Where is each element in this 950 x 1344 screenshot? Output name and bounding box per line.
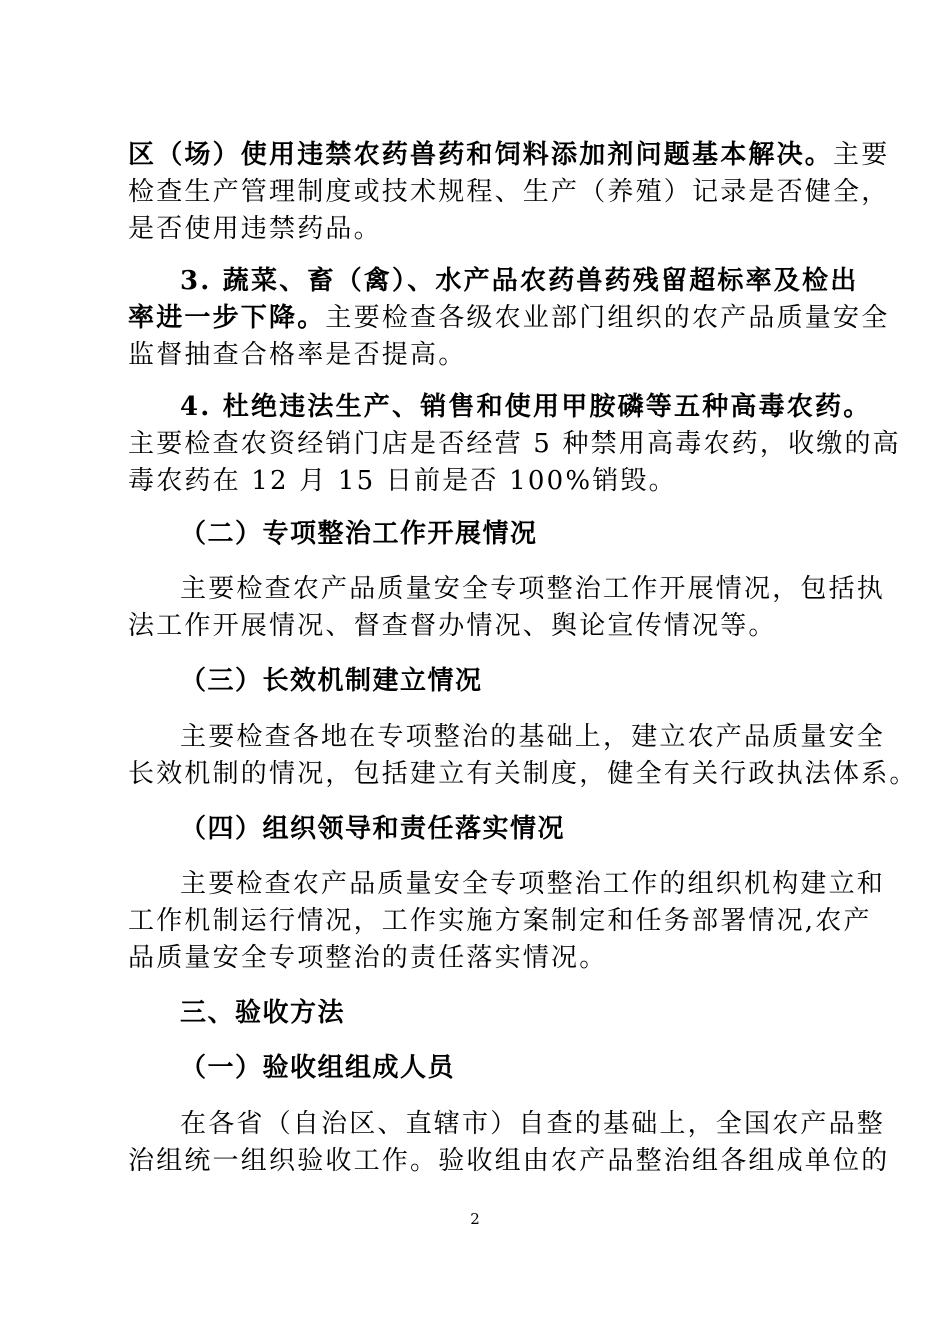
paragraph-line: 是否使用违禁药品。 (128, 214, 382, 244)
subsection-heading: （四）组织领导和责任落实情况 (180, 814, 566, 844)
bold-lead-text: 区（场）使用违禁农药兽药和饲料添加剂问题基本解决。 (128, 140, 834, 170)
body-text: 主要 (833, 140, 890, 170)
paragraph-line: 检查生产管理制度或技术规程、生产（养殖）记录是否健全， (128, 177, 890, 207)
subsection-heading: （一）验收组组成人员 (180, 1053, 456, 1083)
paragraph-line: 治组统一组织验收工作。验收组由农产品整治组各组成单位的 (128, 1146, 890, 1176)
subsection-heading: （三）长效机制建立情况 (180, 666, 483, 696)
paragraph-line: 工作机制运行情况，工作实施方案制定和任务部署情况,农产 (128, 906, 872, 936)
paragraph-line: 主要检查农产品质量安全专项整治工作的组织机构建立和 (180, 869, 886, 899)
paragraph-bold-lead: 4. 杜绝违法生产、销售和使用甲胺磷等五种高毒农药。 (180, 392, 872, 422)
subsection-heading: （二）专项整治工作开展情况 (180, 519, 538, 549)
paragraph-line: 品质量安全专项整治的责任落实情况。 (128, 943, 608, 973)
paragraph-bold-lead: 3. 蔬菜、畜（禽）、水产品农药兽药残留超标率及检出 (180, 266, 859, 296)
section-heading: 三、验收方法 (180, 998, 346, 1028)
paragraph-line: 法工作开展情况、督查督办情况、舆论宣传情况等。 (128, 611, 777, 641)
paragraph-line: 主要检查各地在专项整治的基础上，建立农产品质量安全 (180, 722, 886, 752)
paragraph-line: 长效机制的情况，包括建立有关制度，健全有关行政执法体系。 (128, 759, 918, 789)
paragraph-line: 监督抽查合格率是否提高。 (128, 340, 467, 370)
body-text: 主要检查各级农业部门组织的农产品质量安全 (325, 303, 890, 333)
paragraph-line: 毒农药在 12 月 15 日前是否 100%销毁。 (128, 466, 677, 496)
page-number: 2 (470, 1210, 480, 1228)
bold-lead-text: 率进一步下降。 (128, 303, 326, 333)
paragraph-line: 在各省（自治区、直辖市）自查的基础上，全国农产品整 (180, 1109, 886, 1139)
paragraph-line: 主要检查农资经销门店是否经营 5 种禁用高毒农药，收缴的高 (128, 429, 901, 459)
paragraph-line (128, 137, 890, 173)
paragraph-line (128, 300, 890, 336)
paragraph-line: 主要检查农产品质量安全专项整治工作开展情况，包括执 (180, 574, 886, 604)
